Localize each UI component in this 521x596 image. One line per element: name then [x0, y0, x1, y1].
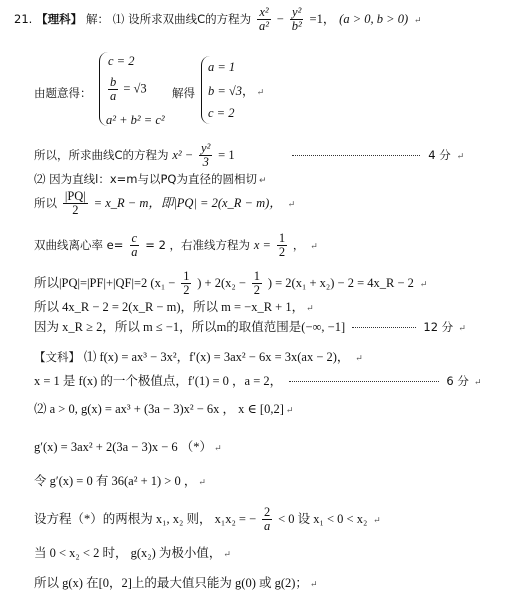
dotted-leader [352, 327, 416, 328]
m-relation-line: 所以 4x_R − 2 = 2(x_R − m)，所以 m = −x_R + 1， ↵ [34, 300, 314, 314]
directrix-x: x = [253, 238, 271, 252]
liberal-arts-tag: 【文科】 [34, 350, 80, 364]
pq-relation-rhs: = x_R − m，即|PQ| = 2(x_R − m)， [93, 196, 282, 210]
parameter-condition: (a > 0, b > 0) [339, 12, 409, 26]
question-number: 21. [14, 12, 33, 26]
solution-label: 解： [85, 12, 109, 26]
discriminant-line: 令 g′(x) = 0 有 36(a² + 1) > 0 ， ↵ [34, 474, 206, 488]
curve-eq-fraction: $\frac{\text{y²}}{3}$ [201, 141, 211, 169]
g-prime-line: g′(x) = 3ax² + 2(3a − 3)x − 6 （*） ↵ [34, 440, 222, 454]
roots-part-b: < 0 设 x₁ < 0 < x₂ [278, 512, 368, 526]
paragraph-mark-icon: ↵ [458, 323, 466, 333]
pq-half-fraction: $\frac{|PQ|}{2}$ [64, 189, 86, 217]
paragraph-mark-icon: ↵ [198, 477, 206, 487]
paragraph-mark-icon: ↵ [287, 200, 296, 210]
dotted-leader [289, 381, 439, 382]
eccentricity-line [34, 232, 318, 259]
directrix-fraction: $\frac{1}{2}$ [278, 231, 286, 259]
dotted-leader [292, 155, 420, 156]
curve-eq-rhs: = 1 [218, 148, 235, 162]
equation-rhs: =1， [309, 12, 336, 26]
score-4: 4 分 [428, 148, 451, 162]
pq-relation-line [34, 190, 295, 217]
part1-text: 设所求双曲线C的方程为 [128, 12, 252, 26]
paragraph-mark-icon: ↵ [306, 303, 314, 313]
paragraph-mark-icon: ↵ [256, 87, 265, 97]
pq-sum-half-1: $\frac{1}{2}$ [183, 269, 190, 297]
liberal-arts-part2: ⑵ a > 0, g(x) = ax³ + (3a − 3)x² − 6x ， x ∈ [0,2] ↵ [34, 402, 294, 416]
pq-sum-half-2: $\frac{1}{2}$ [253, 269, 261, 297]
paragraph-mark-icon: ↵ [223, 549, 231, 559]
hyperbola-x-term: $\frac{\text{x²}}{\text{a²}}$ [258, 5, 269, 33]
comma: ， [292, 238, 305, 252]
pq-sum-part-c: ) = 2(x₁ + x₂) − 2 = 4x_R − 2 [267, 276, 414, 290]
paragraph-mark-icon: ↵ [285, 405, 294, 415]
hyperbola-y-term: $\frac{\text{y²}}{\text{b²}}$ [291, 5, 302, 33]
paragraph-mark-icon: ↵ [474, 377, 482, 387]
system-given-eq1: c = 2 [108, 54, 135, 68]
solution-a: a = 1 [208, 60, 236, 74]
liberal-arts-line1 [34, 350, 363, 366]
roots-part-a: 设方程（*）的两根为 x₁, x₂ 则， x₁x₂ = − [34, 512, 257, 526]
directrix-text: = 2 ，右准线方程为 [145, 238, 251, 252]
ecc-fraction: $\frac{c}{a}$ [131, 231, 138, 259]
paragraph-mark-icon: ↵ [413, 16, 422, 26]
paragraph-mark-icon: ↵ [214, 443, 222, 453]
score-6: 6 分 [446, 374, 469, 388]
liberal-arts-line2: x = 1 是 f(x) 的一个极值点，f′(1) = 0 ，a = 2， 6 分 ↵ [34, 374, 482, 388]
minimum-line: 当 0 < x₂ < 2 时， g(x₂) 为极小值， ↵ [34, 546, 231, 560]
minus-sign: − [276, 12, 284, 26]
paragraph-mark-icon: ↵ [309, 579, 318, 589]
solve-label: 解得 [172, 86, 195, 100]
roots-fraction: $\frac{2}{a}$ [264, 505, 271, 533]
paragraph-mark-icon: ↵ [456, 152, 465, 162]
score-12: 12 分 [423, 320, 454, 334]
curve-eq-part-a: x² − [172, 148, 194, 162]
curve-equation-text: 所以，所求曲线C的方程为 [34, 148, 169, 162]
science-tag: 【理科】 [36, 12, 83, 26]
paragraph-mark-icon: ↵ [258, 176, 267, 186]
solution-b: b = √3， ↵ [208, 84, 265, 98]
part2-line: ⑵ 因为直线l：x=m与以PQ为直径的圆相切 ↵ [34, 172, 267, 186]
maximum-line: 所以 g(x) 在[0，2]上的最大值只能为 g(0) 或 g(2)； ↵ [34, 576, 318, 590]
pq-sum-line [34, 270, 427, 297]
solution-c: c = 2 [208, 106, 235, 120]
paragraph-mark-icon: ↵ [373, 516, 381, 526]
pq-sum-part-a: 所以|PQ|=|PF|+|QF|=2 (x₁ − [34, 276, 176, 290]
system-given-eq3: a² + b² = c² [106, 113, 165, 127]
roots-line [34, 506, 381, 533]
so-label: 所以 [34, 196, 57, 210]
curve-equation-line [34, 142, 464, 169]
paragraph-mark-icon: ↵ [310, 242, 318, 252]
given-label: 由题意得： [34, 86, 92, 100]
system-given-eq2: $\frac{b}{a}$ = √3 [110, 75, 147, 103]
part1-label: ⑴ [112, 12, 125, 26]
pq-sum-part-b: ) + 2(x₂ − [197, 276, 246, 290]
liberal-arts-part1: ⑴ f(x) = ax³ − 3x²，f′(x) = 3ax² − 6x = 3x(ax − 2)， [83, 350, 350, 364]
paragraph-mark-icon: ↵ [419, 280, 428, 290]
m-range-line: 因为 x_R ≥ 2，所以 m ≤ −1，所以m的取值范围是(−∞, −1] 12 分 ↵ [34, 320, 466, 334]
paragraph-mark-icon: ↵ [355, 354, 363, 364]
ecc-text: 双曲线离心率 e= [34, 238, 124, 252]
q21-header-line [14, 6, 421, 33]
